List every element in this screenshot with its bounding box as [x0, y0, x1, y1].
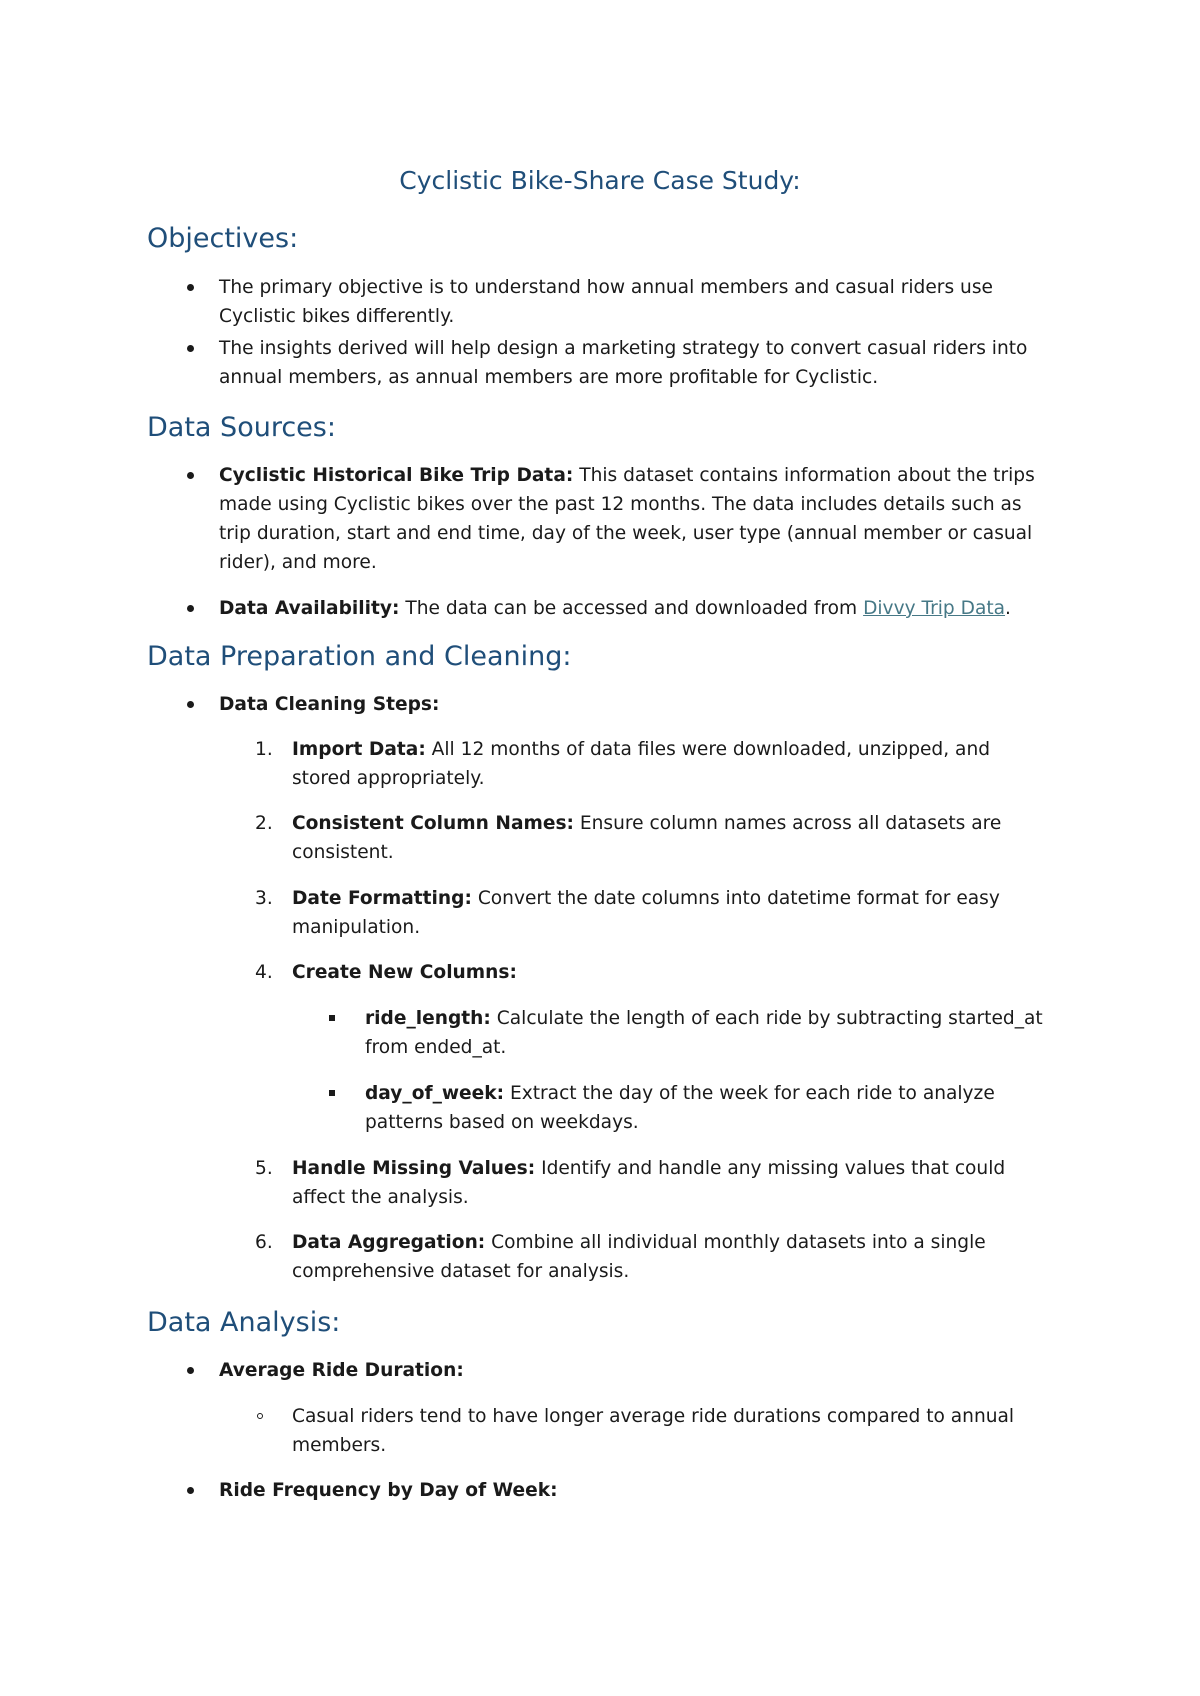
source-availability-text: The data can be accessed and downloaded from — [399, 598, 864, 619]
bullet-icon — [187, 472, 194, 479]
step-2-line-1 — [292, 809, 1001, 839]
source-historical-label: Cyclistic Historical Bike Trip Data: — [219, 465, 574, 486]
step-2-text: Ensure column names across all datasets are — [573, 813, 1002, 834]
source-historical-text: This dataset contains information about the trips — [573, 465, 1035, 486]
document-title: Cyclistic Bike-Share Case Study: — [399, 166, 801, 195]
source-historical-line-1 — [219, 461, 1035, 491]
avg-duration-label: Average Ride Duration: — [219, 1360, 464, 1381]
bullet-icon — [187, 1367, 194, 1374]
bullet-icon — [187, 701, 194, 708]
step-6-line-1 — [292, 1228, 986, 1258]
source-availability-line — [219, 594, 1011, 624]
step-number: 5. — [255, 1158, 273, 1179]
step-2-label: Consistent Column Names: — [292, 813, 574, 834]
ride-length-line-2: from ended_at. — [365, 1037, 507, 1058]
divvy-trip-data-link[interactable]: Divvy Trip Data — [863, 598, 1006, 619]
day-of-week-line-2: patterns based on weekdays. — [365, 1112, 639, 1133]
step-3-text: Convert the date columns into datetime format for easy — [471, 888, 1000, 909]
ride-frequency-label: Ride Frequency by Day of Week: — [219, 1480, 558, 1501]
heading-data-preparation: Data Preparation and Cleaning: — [147, 641, 572, 672]
step-5-text: Identify and handle any missing values that could — [535, 1158, 1006, 1179]
ride-length-line-1 — [365, 1004, 1043, 1034]
step-3-line-2: manipulation. — [292, 917, 421, 938]
objective-1-line-1: The primary objective is to understand how annual members and casual riders use — [219, 277, 993, 298]
step-number: 3. — [255, 888, 273, 909]
step-5-line-2: affect the analysis. — [292, 1187, 469, 1208]
step-3-label: Date Formatting: — [292, 888, 472, 909]
heading-data-sources: Data Sources: — [147, 412, 336, 443]
avg-duration-line-1: Casual riders tend to have longer average ride durations compared to annual — [292, 1406, 1015, 1427]
square-bullet-icon — [329, 1090, 335, 1096]
source-historical-line-2: made using Cyclistic bikes over the past 12 months. The data includes details such as — [219, 494, 1022, 515]
ride-length-text: Calculate the length of each ride by subtracting started_at — [490, 1008, 1043, 1029]
day-of-week-text: Extract the day of the week for each ride to analyze — [504, 1083, 995, 1104]
square-bullet-icon — [329, 1015, 335, 1021]
hollow-bullet-icon — [257, 1413, 263, 1419]
step-4-label: Create New Columns: — [292, 962, 517, 983]
step-number: 6. — [255, 1232, 273, 1253]
heading-objectives: Objectives: — [147, 223, 299, 254]
step-5-label: Handle Missing Values: — [292, 1158, 536, 1179]
step-3-line-1 — [292, 884, 1000, 914]
bullet-icon — [187, 605, 194, 612]
step-5-line-1 — [292, 1154, 1005, 1184]
ride-length-label: ride_length: — [365, 1008, 491, 1029]
step-number: 1. — [255, 739, 273, 760]
objective-1-line-2: Cyclistic bikes differently. — [219, 306, 455, 327]
source-availability-label: Data Availability: — [219, 598, 400, 619]
step-1-line-1 — [292, 735, 990, 765]
cleaning-steps-label: Data Cleaning Steps: — [219, 694, 440, 715]
source-availability-end: . — [1005, 598, 1011, 619]
source-historical-line-4: rider), and more. — [219, 552, 377, 573]
day-of-week-label: day_of_week: — [365, 1083, 505, 1104]
step-6-label: Data Aggregation: — [292, 1232, 486, 1253]
avg-duration-line-2: members. — [292, 1435, 387, 1456]
bullet-icon — [187, 1487, 194, 1494]
step-number: 4. — [255, 962, 273, 983]
step-6-line-2: comprehensive dataset for analysis. — [292, 1261, 630, 1282]
step-number: 2. — [255, 813, 273, 834]
step-1-text: All 12 months of data files were downloaded, unzipped, and — [425, 739, 991, 760]
bullet-icon — [187, 284, 194, 291]
step-1-label: Import Data: — [292, 739, 426, 760]
objective-2-line-1: The insights derived will help design a marketing strategy to convert casual riders into — [219, 338, 1028, 359]
step-6-text: Combine all individual monthly datasets into a single — [485, 1232, 986, 1253]
objective-2-line-2: annual members, as annual members are more profitable for Cyclistic. — [219, 367, 879, 388]
source-historical-line-3: trip duration, start and end time, day of the week, user type (annual member or casual — [219, 523, 1033, 544]
heading-data-analysis: Data Analysis: — [147, 1307, 341, 1338]
step-2-line-2: consistent. — [292, 842, 394, 863]
bullet-icon — [187, 345, 194, 352]
day-of-week-line-1 — [365, 1079, 995, 1109]
step-1-line-2: stored appropriately. — [292, 768, 485, 789]
